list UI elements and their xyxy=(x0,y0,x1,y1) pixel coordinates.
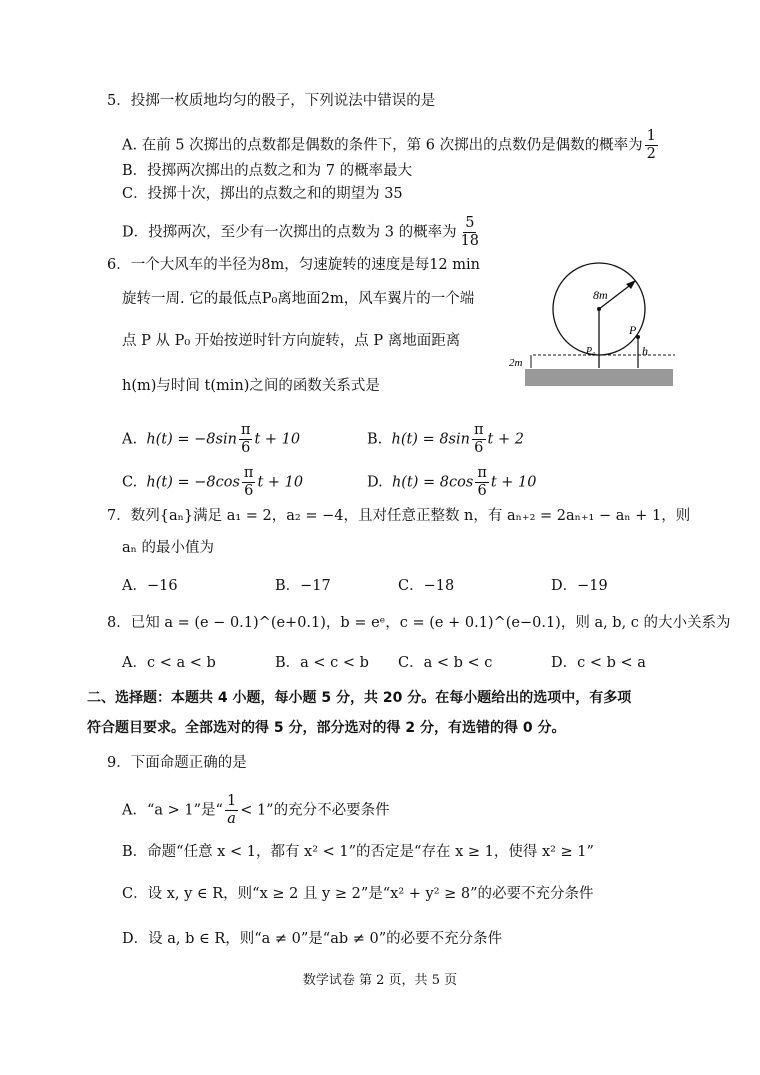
q6-option-d: D. h(t) = 8cos $\frac{\pi}{6}$ t + 10 xyxy=(367,465,537,499)
q5-option-a-text: A. 在前 5 次掷出的点数都是偶数的条件下，第 6 次掷出的点数仍是偶数的概率为 xyxy=(122,137,643,154)
q6-line-2: 旋转一周. 它的最低点P₀离地面2m，风车翼片的一个端 xyxy=(122,291,475,307)
section-2-heading-line-2: 符合题目要求。全部选对的得 5 分，部分选对的得 2 分，有选错的得 0 分。 xyxy=(87,720,566,736)
q7-line-1: 7．数列{aₙ}满足 a₁ = 2，a₂ = −4，且对任意正整数 n，有 aₙ₊₂ = 2aₙ₊₁ − aₙ + 1，则 xyxy=(107,508,691,524)
q5-option-d-text: D．投掷两次，至少有一次掷出的点数为 3 的概率为 xyxy=(122,224,457,241)
q6-option-d-fraction: $\frac{\pi}{6}$ xyxy=(477,465,487,499)
ground-distance-label: 2m xyxy=(509,357,523,369)
q5-stem: 5．投掷一枚质地均匀的骰子，下列说法中错误的是 xyxy=(107,93,436,109)
q5-option-c: C．投掷十次，掷出的点数之和的期望为 35 xyxy=(122,186,403,202)
q6-option-c: C. h(t) = −8cos $\frac{\pi}{6}$ t + 10 xyxy=(122,465,304,499)
point-p-label: P xyxy=(629,323,637,337)
q7-line-2: aₙ 的最小值为 xyxy=(122,540,215,556)
section-2-heading-line-1: 二、选择题：本题共 4 小题，每小题 5 分，共 20 分。在每小题给出的选项中，有多项 xyxy=(87,690,632,706)
q8-option-d: D．c < b < a xyxy=(551,655,646,671)
q7-option-c: C．−18 xyxy=(398,578,455,594)
q5-option-b: B．投掷两次掷出的点数之和为 7 的概率最大 xyxy=(122,163,413,179)
radius-label: 8m xyxy=(593,288,608,302)
q9-option-a: A．“a > 1”是“ $\frac{1}{a}$ < 1”的充分不必要条件 xyxy=(122,793,390,827)
q8-option-c: C．a < b < c xyxy=(398,655,493,671)
q9-stem: 9．下面命题正确的是 xyxy=(107,755,247,771)
q6-line-4: h(m)与时间 t(min)之间的函数关系式是 xyxy=(122,378,380,394)
q5-option-a xyxy=(122,128,660,163)
ground xyxy=(525,369,673,386)
q8-line-1: 8．已知 a = (e − 0.1)^(e+0.1)，b = eᵉ，c = (e + 0.1)^(e−0.1)，则 a, b, c 的大小关系为 xyxy=(107,615,731,631)
page-footer: 数学试卷 第 2 页，共 5 页 xyxy=(302,973,458,988)
q5-option-d xyxy=(122,215,483,250)
q7-option-d: D．−19 xyxy=(551,578,608,594)
q9-option-b: B．命题“任意 x < 1，都有 x² < 1”的否定是“存在 x ≥ 1，使得 x² ≥ 1” xyxy=(122,844,594,860)
q7-option-a: A．−16 xyxy=(122,578,178,594)
q9-option-d: D．设 a, b ∈ R，则“a ≠ 0”是“ab ≠ 0”的必要不充分条件 xyxy=(122,931,503,947)
q6-option-b-fraction: $\frac{\pi}{6}$ xyxy=(473,422,484,456)
q5-option-d-fraction: $\frac{5}{18}$ xyxy=(460,215,480,249)
q6-option-c-fraction: $\frac{\pi}{6}$ xyxy=(243,465,254,499)
q8-option-b: B．a < c < b xyxy=(275,655,369,671)
q6-line-3: 点 P 从 P₀ 开始按逆时针方向旋转，点 P 离地面距离 xyxy=(122,333,461,349)
point-p0-label: P₀ xyxy=(586,346,596,357)
q7-option-b: B．−17 xyxy=(275,578,331,594)
q6-line-1: 6．一个大风车的半径为8m，匀速旋转的速度是每12 min xyxy=(107,257,480,273)
q9-option-a-fraction: $\frac{1}{a}$ xyxy=(226,793,237,827)
windmill-figure xyxy=(505,245,680,390)
q9-option-c: C．设 x, y ∈ R，则“x ≥ 2 且 y ≥ 2”是“x² + y² ≥ 8”的必要不充分条件 xyxy=(122,886,594,902)
q6-option-a: A. h(t) = −8sin $\frac{\pi}{6}$ t + 10 xyxy=(122,422,301,456)
q6-option-a-fraction: $\frac{\pi}{6}$ xyxy=(240,422,251,456)
q8-option-a: A．c < a < b xyxy=(122,655,216,671)
height-label: h xyxy=(642,344,648,358)
q5-option-a-fraction: $\frac{1}{2}$ xyxy=(646,128,656,162)
q6-option-b: B. h(t) = 8sin $\frac{\pi}{6}$ t + 2 xyxy=(367,422,524,456)
